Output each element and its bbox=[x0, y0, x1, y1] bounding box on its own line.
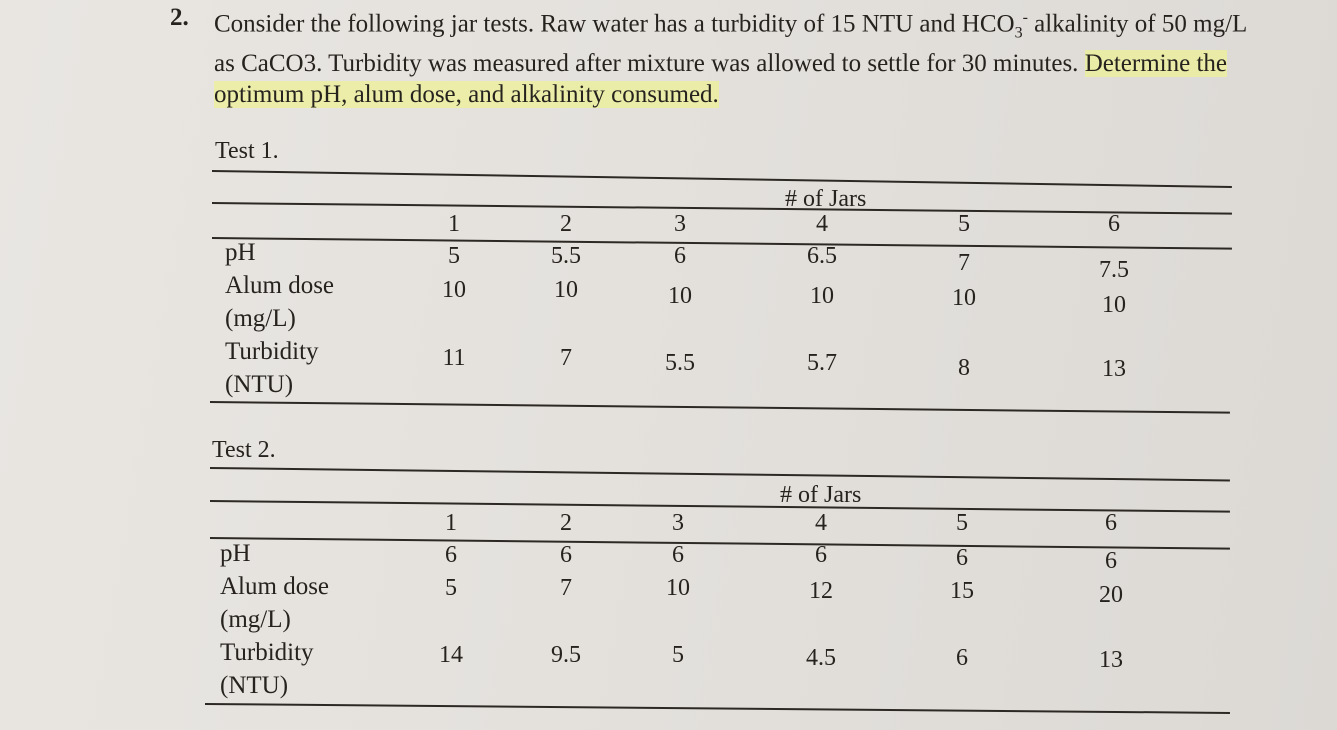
test2-jar-number-jar4: 4 bbox=[815, 510, 827, 536]
test2-jar-number-jar2: 2 bbox=[560, 510, 572, 536]
problem-text-part2: alkalinity of 50 mg/L as CaCO3. Turbidity was measured after mixture was allowed to settle for 30 minutes. bbox=[214, 10, 1247, 78]
label-turbidity-unit: (NTU) bbox=[220, 672, 289, 699]
test2-ph-value-jar2: 6 bbox=[560, 542, 572, 568]
test2-ph-value-jar1: 6 bbox=[445, 542, 457, 568]
test1-turbidity-value-jar5: 8 bbox=[958, 355, 970, 381]
test2-jar-number-jar3: 3 bbox=[672, 510, 684, 536]
test2-label: Test 2. bbox=[212, 437, 276, 463]
highlighted-question: Determine the optimum pH, alum dose, and alkalinity consumed. bbox=[214, 50, 1227, 109]
test2-rule-bottom bbox=[205, 703, 1230, 714]
test2-jar-number-jar6: 6 bbox=[1105, 510, 1117, 536]
test2-ph-value-jar3: 6 bbox=[672, 542, 684, 568]
problem-statement bbox=[170, 2, 1260, 110]
test1-rule-jars bbox=[212, 237, 1232, 249]
problem-number: 2. bbox=[170, 4, 189, 31]
label-alum: Alum dose bbox=[225, 272, 335, 299]
test2-alum-dose-value-jar5: 15 bbox=[950, 578, 974, 604]
test1-jar-number-jar5: 5 bbox=[958, 211, 970, 237]
test2-row-labels bbox=[220, 537, 329, 702]
test1-alum-dose-value-jar5: 10 bbox=[952, 285, 976, 311]
test1-rule-top bbox=[212, 170, 1232, 188]
test1-ph-value-jar1: 5 bbox=[448, 243, 460, 269]
test1-jar-number-jar4: 4 bbox=[816, 211, 828, 237]
test2-rule-top bbox=[210, 467, 1230, 481]
label-ph: pH bbox=[225, 239, 256, 266]
test1-jar-number-jar6: 6 bbox=[1108, 211, 1120, 237]
test1-turbidity-value-jar1: 11 bbox=[442, 345, 466, 371]
test2-alum-dose-value-jar6: 20 bbox=[1099, 582, 1123, 608]
test2-turbidity-value-jar1: 14 bbox=[439, 642, 463, 668]
test1-alum-dose-value-jar4: 10 bbox=[810, 283, 834, 309]
test1-turbidity-value-jar6: 13 bbox=[1102, 356, 1126, 382]
subscript: 3 bbox=[1014, 24, 1023, 42]
label-alum-unit: (mg/L) bbox=[220, 606, 291, 633]
test2-alum-dose-value-jar3: 10 bbox=[666, 575, 690, 601]
test2-ph-value-jar5: 6 bbox=[956, 545, 968, 571]
test2-alum-dose-value-jar4: 12 bbox=[809, 578, 833, 604]
test1-jar-number-jar1: 1 bbox=[448, 211, 460, 237]
test1-turbidity-value-jar3: 5.5 bbox=[665, 350, 695, 376]
test1-label: Test 1. bbox=[215, 138, 279, 164]
test1-turbidity-value-jar4: 5.7 bbox=[807, 350, 837, 376]
test1-alum-dose-value-jar1: 10 bbox=[442, 277, 466, 303]
test1-ph-value-jar4: 6.5 bbox=[807, 243, 837, 269]
label-turbidity: Turbidity bbox=[225, 338, 319, 365]
test2-jar-number-jar5: 5 bbox=[956, 510, 968, 536]
test2-header: # of Jars bbox=[780, 482, 862, 508]
test1-row-labels bbox=[225, 236, 334, 401]
test1-ph-value-jar2: 5.5 bbox=[551, 243, 581, 269]
test2-turbidity-value-jar5: 6 bbox=[956, 645, 968, 671]
test2-turbidity-value-jar3: 5 bbox=[672, 642, 684, 668]
test1-header: # of Jars bbox=[785, 186, 867, 212]
test1-alum-dose-value-jar2: 10 bbox=[554, 277, 578, 303]
superscript: - bbox=[1022, 9, 1028, 26]
test2-alum-dose-value-jar1: 5 bbox=[445, 575, 457, 601]
label-alum-unit: (mg/L) bbox=[225, 305, 296, 332]
label-alum: Alum dose bbox=[220, 573, 330, 600]
label-turbidity: Turbidity bbox=[220, 639, 314, 666]
test1-jar-number-jar3: 3 bbox=[674, 211, 686, 237]
test1-ph-value-jar6: 7.5 bbox=[1099, 257, 1129, 283]
test1-alum-dose-value-jar3: 10 bbox=[668, 283, 692, 309]
test2-turbidity-value-jar6: 13 bbox=[1099, 647, 1123, 673]
test1-ph-value-jar3: 6 bbox=[674, 243, 686, 269]
problem-text-part1: Consider the following jar tests. Raw water has a turbidity of 15 NTU and HCO bbox=[214, 10, 1015, 38]
test1-ph-value-jar5: 7 bbox=[958, 250, 970, 276]
problem-text bbox=[214, 2, 1260, 110]
label-ph: pH bbox=[220, 540, 251, 567]
test2-ph-value-jar6: 6 bbox=[1105, 548, 1117, 574]
test1-jar-number-jar2: 2 bbox=[560, 211, 572, 237]
test2-jar-number-jar1: 1 bbox=[445, 510, 457, 536]
label-turbidity-unit: (NTU) bbox=[225, 371, 294, 398]
test2-turbidity-value-jar2: 9.5 bbox=[551, 642, 581, 668]
test2-ph-value-jar4: 6 bbox=[815, 542, 827, 568]
test1-alum-dose-value-jar6: 10 bbox=[1102, 292, 1126, 318]
test1-turbidity-value-jar2: 7 bbox=[560, 345, 572, 371]
test2-turbidity-value-jar4: 4.5 bbox=[806, 645, 836, 671]
test1-rule-bottom bbox=[210, 401, 1230, 413]
test2-alum-dose-value-jar2: 7 bbox=[560, 575, 572, 601]
